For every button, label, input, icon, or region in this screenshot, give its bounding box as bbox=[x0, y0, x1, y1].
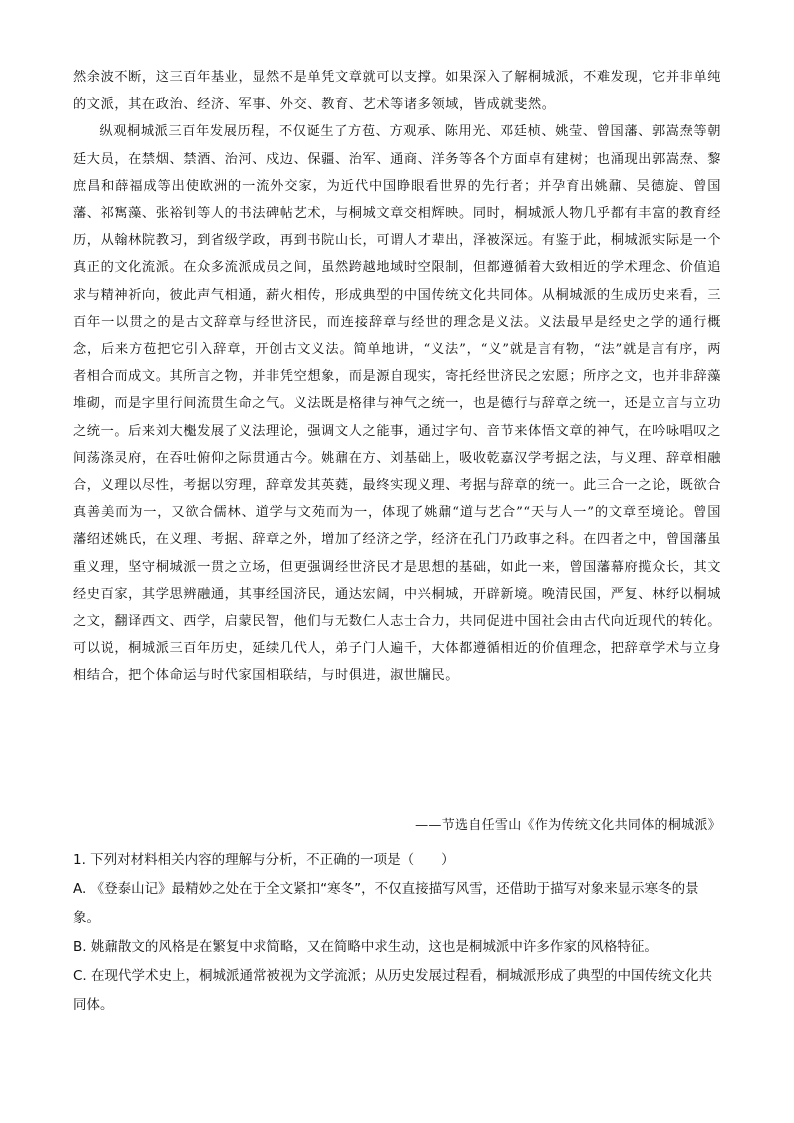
passage-paragraph-2: 纵观桐城派三百年发展历程，不仅诞生了方苞、方观承、陈用光、邓廷桢、姚莹、曾国藩、郭嵩焘等朝廷大员，在禁烟、禁酒、治河、戍边、保疆、治军、通商、洋务等各个方面卓有建树；也涌现出郭嵩焘、黎庶昌和薛福成等出使欧洲的一流外交家，为近代中国睁眼看世界的先行者；并孕育出姚鼐、吴德旋、曾国藩、祁寯藻、张裕钊等人的书法碑帖艺术，与桐城文章交相辉映。同时，桐城派人物几乎都有丰富的教育经历，从翰林院教习，到省级学政，再到书院山长，可谓人才辈出，泽被深远。有鉴于此，桐城派实际是一个真正的文化流派。在众多流派成员之间，虽然跨越地域时空限制，但都遵循着大致相近的学术理念、价值追求与精神祈向，彼此声气相通，薪火相传，形成典型的中国传统文化共同体。从桐城派的生成历史来看，三百年一以贯之的是古文辞章与经世济民，而连接辞章与经世的理念是义法。义法最早是经史之学的通行概念，后来方苞把它引入辞章，开创古文义法。简单地讲，“义法”，“义”就是言有物，“法”就是言有序，两者相合而成文。其所言之物，并非凭空想象，而是源自现实，寄托经世济民之宏愿；所序之文，也并非辞藻堆砌，而是字里行间流贯生命之气。义法既是格律与神气之统一，也是德行与辞章之统一，还是立言与立功之统一。后来刘大櫆发展了义法理论，强调文人之能事，通过字句、音节来体悟文章的神气，在吟咏唱叹之间荡涤灵府，在吞吐俯仰之际贯通古今。姚鼐在方、刘基础上，吸收乾嘉汉学考据之法，与义理、辞章相融合，义理以尽性，考据以穷理，辞章发其英蕤，最终实现义理、考据与辞章的统一。此三合一之论，既欲合真善美而为一，又欲合儒林、道学与文苑而为一，体现了姚鼐“道与艺合”“天与人一”的文章至境论。曾国藩绍述姚氏，在义理、考据、辞章之外，增加了经济之学，经济在孔门乃政事之科。在四者之中，曾国藩虽重义理，坚守桐城派一贯之立场，但更强调经世济民才是思想的基础，如此一来，曾国藩幕府揽众长，其文经史百家，其学思辨融通，其事经国济民，通达宏阔，中兴桐城，开辟新境。晚清民国，严复、林纾以桐城之文，翻译西文、西学，启蒙民智，他们与无数仁人志士合力，共同促进中国社会由古代向近现代的转化。可以说，桐城派三百年历史，延续几代人，弟子门人遍千，大体都遵循相近的价值理念，把辞章学术与立身相结合，把个体命运与时代家国相联结，与时俱进，淑世牖民。 bbox=[73, 124, 722, 684]
option-c: C. 在现代学术史上，桐城派通常被视为文学流派；从历史发展过程看，桐城派形成了典型的中国传统文化共同体。 bbox=[73, 968, 713, 1013]
reading-passage bbox=[73, 64, 721, 690]
question-stem: 1. 下列对材料相关内容的理解与分析，不正确的一项是（ ） bbox=[73, 852, 455, 868]
passage-source-citation: ——节选自任雪山《作为传统文化共同体的桐城派》 bbox=[415, 818, 721, 833]
passage-paragraph-1: 然余波不断，这三百年基业，显然不是单凭文章就可以支撑。如果深入了解桐城派，不难发现，它并非单纯的文派，其在政治、经济、军事、外交、教育、艺术等诸多领域，皆成就斐然。 bbox=[73, 70, 722, 113]
option-b: B. 姚鼐散文的风格是在繁复中求简略，又在简略中求生动，这也是桐城派中许多作家的风格特征。 bbox=[73, 939, 658, 955]
question-block bbox=[73, 846, 723, 1020]
option-a: A. 《登泰山记》最精妙之处在于全文紧扣“寒冬”，不仅直接描写风雪，还借助于描写对象来显示寒冬的景象。 bbox=[73, 881, 699, 926]
